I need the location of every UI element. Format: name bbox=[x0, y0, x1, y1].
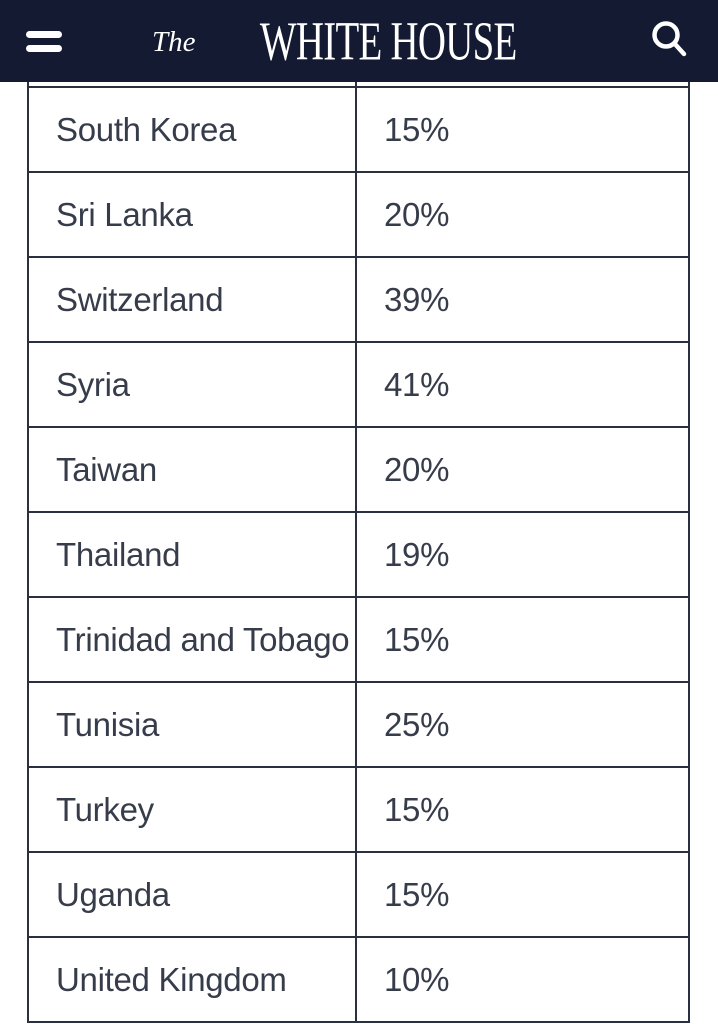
table-row bbox=[29, 853, 688, 938]
table-row bbox=[29, 768, 688, 853]
table-row bbox=[29, 598, 688, 683]
rate-cell: 25% bbox=[384, 705, 450, 743]
table-row bbox=[29, 343, 688, 428]
logo-title: WHITE HOUSE bbox=[259, 10, 517, 72]
country-cell: Syria bbox=[29, 343, 357, 426]
rate-cell: 20% bbox=[384, 195, 450, 233]
table-body bbox=[29, 88, 688, 1023]
rate-cell: 15% bbox=[384, 790, 450, 828]
table-row bbox=[29, 428, 688, 513]
rate-cell: 19% bbox=[384, 535, 450, 573]
country-cell: Turkey bbox=[29, 768, 357, 851]
table-row bbox=[29, 513, 688, 598]
table-row bbox=[29, 258, 688, 343]
logo-the: The bbox=[152, 25, 196, 58]
rate-cell: 20% bbox=[384, 450, 450, 488]
rate-cell: 39% bbox=[384, 280, 450, 318]
country-cell: Sri Lanka bbox=[29, 173, 357, 256]
country-cell: Switzerland bbox=[29, 258, 357, 341]
whitehouse-logo[interactable] bbox=[0, 0, 718, 82]
country-cell: Taiwan bbox=[29, 428, 357, 511]
tariff-table bbox=[27, 82, 690, 1023]
table-row bbox=[29, 938, 688, 1023]
rate-cell: 10% bbox=[384, 960, 450, 998]
rate-cell: 41% bbox=[384, 365, 450, 403]
country-cell: Tunisia bbox=[29, 683, 357, 766]
country-cell: Trinidad and Tobago bbox=[29, 598, 357, 681]
country-cell: Thailand bbox=[29, 513, 357, 596]
country-cell bbox=[29, 82, 357, 86]
rate-cell: 15% bbox=[384, 110, 450, 148]
table-row bbox=[29, 173, 688, 258]
country-cell: United Kingdom bbox=[29, 938, 357, 1021]
search-icon bbox=[650, 20, 690, 62]
search-button[interactable] bbox=[648, 19, 692, 63]
rate-cell: 15% bbox=[384, 875, 450, 913]
table-row bbox=[29, 683, 688, 768]
country-cell: South Korea bbox=[29, 88, 357, 171]
country-cell: Uganda bbox=[29, 853, 357, 936]
rate-cell: 15% bbox=[384, 620, 450, 658]
rate-cell bbox=[357, 82, 688, 86]
table-row bbox=[29, 88, 688, 173]
site-header bbox=[0, 0, 718, 82]
